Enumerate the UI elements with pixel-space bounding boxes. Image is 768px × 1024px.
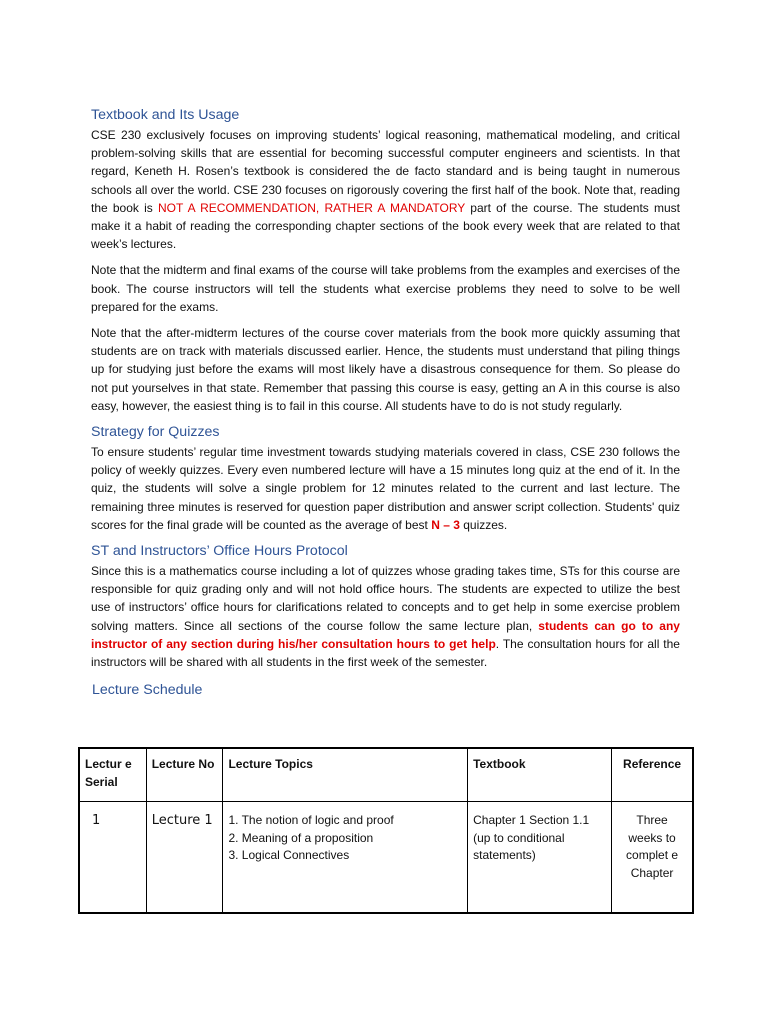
quizzes-heading: Strategy for Quizzes (91, 424, 220, 441)
office-hours-heading: ST and Instructors’ Office Hours Protocol (91, 543, 348, 560)
topic-item: 1. The notion of logic and proof (228, 813, 394, 827)
textbook-paragraph-3: Note that the after-midterm lectures of the course cover materials from the book more quickly assuming that students are on track with materials discussed earlier. Hence, the students must understand that piling things up for studying just before the exams will most likely have a disastrous consequence for them. So please do not put yourselves in that state. Remember that passing this course is easy, getting an A in this course is also easy, however, the easiest thing is to fail in this course. All students have to do is not study regularly. (91, 326, 680, 413)
header-lecture-no: Lecture No (146, 748, 223, 802)
schedule-heading: Lecture Schedule (92, 682, 203, 699)
cell-topics (223, 802, 468, 914)
table-header-row (79, 748, 693, 802)
quizzes-paragraph: To ensure students’ regular time investment towards studying materials covered in class, CSE 230 follows the policy of weekly quizzes. Every even numbered lecture will have a 15 minutes long quiz at the end of it. In the quiz, the students will solve a single problem for 12 minutes related to the current and last lecture. The remaining three minutes is reserved for question paper distribution and answer script collection. Students' quiz scores for the final grade will be counted as the average of best N – 3 quizzes. (91, 445, 680, 532)
lecture-schedule-table (78, 747, 694, 914)
header-textbook: Textbook (468, 748, 612, 802)
cell-serial: 1 (79, 802, 146, 914)
office-hours-paragraph: Since this is a mathematics course including a lot of quizzes whose grading takes time, STs for this course are responsible for quiz grading only and will not hold office hours. The students are expected to utilize the best use of instructors’ office hours for clarifications related to concepts and to get help in some exercise problem solving matters. Since all sections of the course follow the same lecture plan, students can go to any instructor of any section during his/her consultation hours to get help. The consultation hours for all the instructors will be shared with all students in the first week of the semester. (91, 564, 680, 670)
mandatory-highlight: NOT A RECOMMENDATION, RATHER A MANDATORY (157, 200, 466, 215)
cell-textbook: Chapter 1 Section 1.1 (up to conditional statements) (468, 802, 612, 914)
textbook-paragraph-2: Note that the midterm and final exams of the course will take problems from the examples and exercises of the book. The course instructors will tell the students what exercise problems they need to solve to be well prepared for the exams. (91, 263, 680, 314)
topic-item: 3. Logical Connectives (228, 848, 350, 863)
topic-item: 2. Meaning of a proposition (228, 830, 374, 845)
cell-reference: Three weeks to complet e Chapter (612, 802, 693, 914)
header-topics: Lecture Topics (223, 748, 468, 802)
textbook-heading: Textbook and Its Usage (91, 107, 240, 123)
header-serial: Lectur e Serial (79, 748, 146, 802)
best-quizzes-highlight: N – 3 (431, 517, 460, 532)
textbook-paragraph-1: CSE 230 exclusively focuses on improving students’ logical reasoning, mathematical modeling, and critical problem-solving skills that are essential for becoming successful computer engineers and scientists. In that regard, Keneth H. Rosen’s textbook is considered the de facto standard and is being taught in numerous schools all over the world. CSE 230 focuses on rigorously covering the first half of the book. Note that, reading the book is NOT A RECOMMENDATION, RATHER A MANDATORY part of the course. The students must make it a habit of reading the corresponding chapter sections of the book every week that are related to that week’s lectures. (91, 128, 681, 252)
cell-lecture-no: Lecture 1 (146, 802, 223, 914)
header-reference: Reference (612, 748, 693, 802)
table-row (79, 802, 693, 914)
consultation-highlight: students can go to any instructor of any section during his/her consultation hours to get help (91, 618, 680, 651)
